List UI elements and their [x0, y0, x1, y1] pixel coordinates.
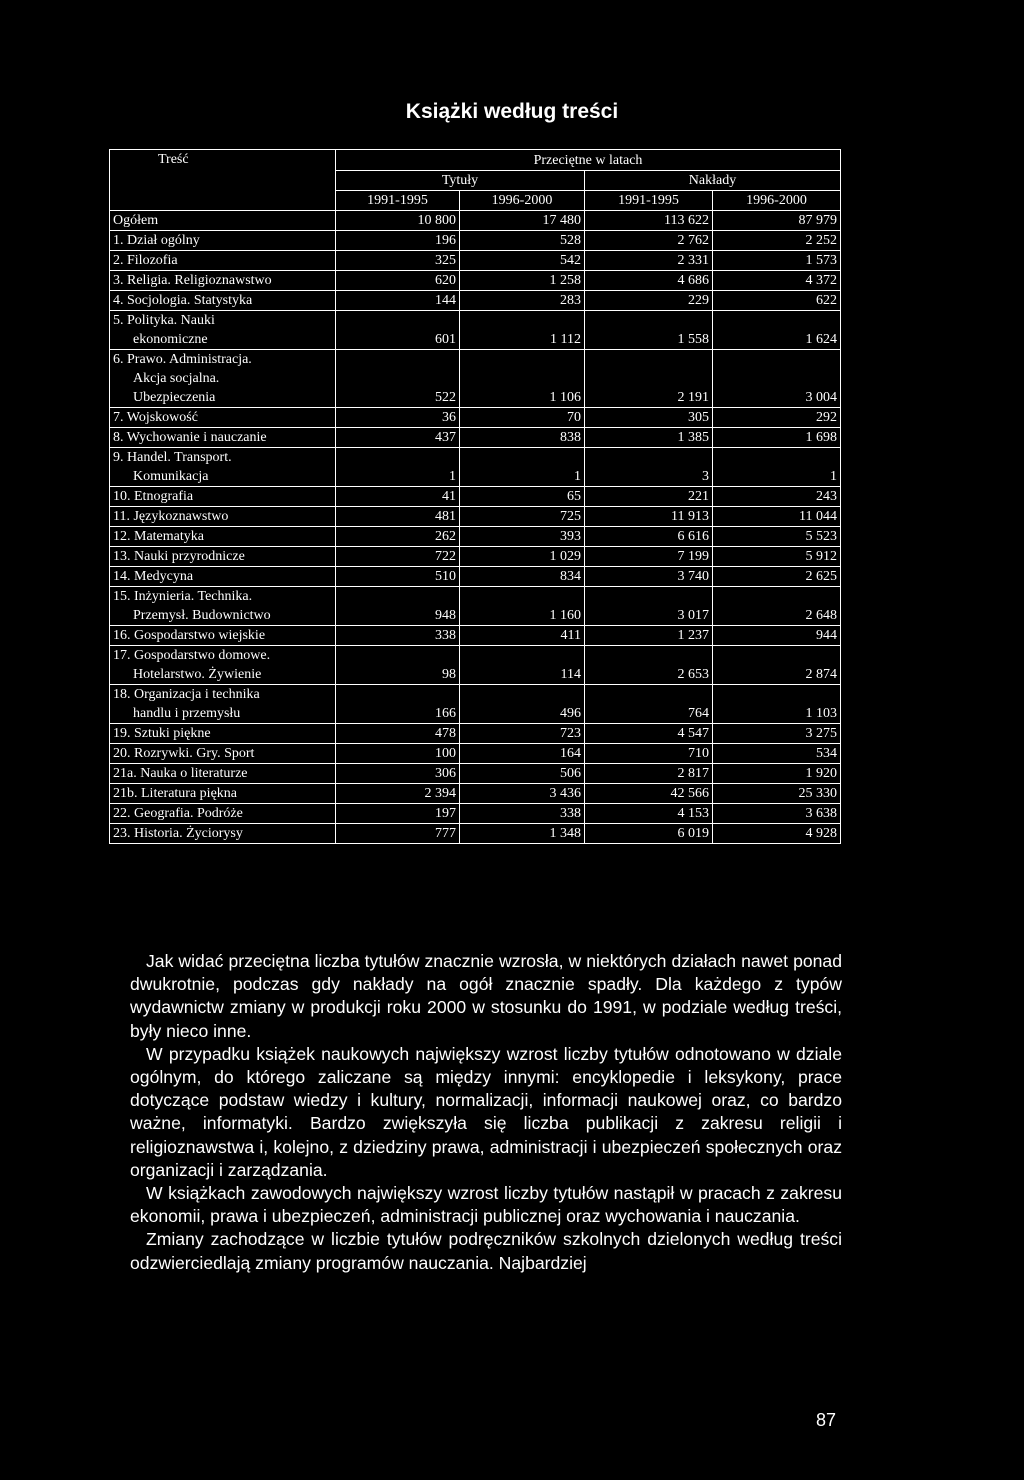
value-cell: 2 762: [585, 231, 713, 251]
value-cell: 11 044: [713, 507, 841, 527]
value-cell: 292: [713, 408, 841, 428]
row-label-line: 19. Sztuki piękne: [113, 726, 211, 741]
page-number: 87: [816, 1410, 837, 1430]
value-cell: 4 547: [585, 724, 713, 744]
value-cell: 2 394: [336, 784, 460, 804]
value-cell: 522: [336, 350, 460, 408]
value-cell: 496: [460, 685, 585, 724]
paragraph: Jak widać przeciętna liczba tytułów znacznie wzrosła, w niektórych działach nawet ponad dwukrotnie, podczas gdy nakłady na ogół znacznie spadły. Dla każdego z typów wydawnictw zmiany w produkcji roku 2000 w stosunku do 1991, w podziale według treści, były nieco inne.: [130, 951, 842, 1041]
value-cell: 481: [336, 507, 460, 527]
value-cell: 36: [336, 408, 460, 428]
value-cell: 100: [336, 744, 460, 764]
value-cell: 4 372: [713, 271, 841, 291]
value-cell: 601: [336, 311, 460, 350]
value-cell: 1 029: [460, 547, 585, 567]
row-label: [110, 487, 336, 507]
value-cell: 113 622: [585, 211, 713, 231]
row-label: [110, 646, 336, 685]
row-label: [110, 587, 336, 626]
value-cell: 41: [336, 487, 460, 507]
row-label-line: 14. Medycyna: [113, 569, 194, 584]
value-cell: 710: [585, 744, 713, 764]
value-cell: 197: [336, 804, 460, 824]
value-cell: 437: [336, 428, 460, 448]
header-tytuly: Tytuły: [336, 171, 585, 191]
value-cell: 534: [713, 744, 841, 764]
row-label: [110, 804, 336, 824]
table-row: [110, 311, 841, 350]
value-cell: 305: [585, 408, 713, 428]
books-by-content-table: [109, 149, 841, 844]
row-label-line: 16. Gospodarstwo wiejskie: [113, 628, 266, 643]
header-przecietne: Przeciętne w latach: [336, 150, 841, 171]
table-row: [110, 428, 841, 448]
table-row: [110, 547, 841, 567]
table-row: [110, 804, 841, 824]
row-label: [110, 231, 336, 251]
row-label-line: 1. Dział ogólny: [113, 233, 200, 248]
value-cell: 10 800: [336, 211, 460, 231]
row-label-line: 6. Prawo. Administracja.: [113, 352, 252, 367]
body-text: [130, 950, 842, 1275]
paragraph: W książkach zawodowych największy wzrost liczby tytułów nastąpił w pracach z zakresu ekonomii, prawa i ubezpieczeń, administracji publicznej oraz wychowania i nauczania.: [130, 1183, 842, 1227]
value-cell: 98: [336, 646, 460, 685]
value-cell: 1 160: [460, 587, 585, 626]
header-period: 1996-2000: [713, 191, 841, 211]
value-cell: 4 928: [713, 824, 841, 844]
row-label-line: Komunikacja: [133, 469, 209, 484]
table-row: [110, 408, 841, 428]
row-label-line: 13. Nauki przyrodnicze: [113, 549, 245, 564]
row-label: [110, 251, 336, 271]
row-label: [110, 428, 336, 448]
row-label: [110, 724, 336, 744]
table-row: [110, 764, 841, 784]
value-cell: 11 913: [585, 507, 713, 527]
table-row: [110, 567, 841, 587]
row-label-line: ekonomiczne: [133, 332, 208, 347]
table-row: [110, 527, 841, 547]
header-tresc: Treść: [110, 150, 336, 211]
table-row: [110, 231, 841, 251]
table-row: [110, 350, 841, 408]
table-row: [110, 271, 841, 291]
row-label: [110, 507, 336, 527]
value-cell: 3 740: [585, 567, 713, 587]
row-label: [110, 350, 336, 408]
row-label-line: 23. Historia. Życiorysy: [113, 826, 243, 841]
row-label: [110, 784, 336, 804]
table-body: [110, 211, 841, 844]
row-label: [110, 527, 336, 547]
value-cell: 17 480: [460, 211, 585, 231]
value-cell: 25 330: [713, 784, 841, 804]
page-title: Książki według treści: [405, 100, 619, 123]
table-row: [110, 626, 841, 646]
value-cell: 4 153: [585, 804, 713, 824]
value-cell: 1: [336, 448, 460, 487]
row-label-line: Hotelarstwo. Żywienie: [133, 667, 262, 682]
value-cell: 87 979: [713, 211, 841, 231]
value-cell: 2 653: [585, 646, 713, 685]
value-cell: 2 874: [713, 646, 841, 685]
value-cell: 221: [585, 487, 713, 507]
row-label: [110, 408, 336, 428]
value-cell: 338: [460, 804, 585, 824]
value-cell: 1 348: [460, 824, 585, 844]
row-label: [110, 311, 336, 350]
value-cell: 3 638: [713, 804, 841, 824]
value-cell: 1: [713, 448, 841, 487]
table-row: [110, 744, 841, 764]
row-label: [110, 448, 336, 487]
header-period: 1991-1995: [585, 191, 713, 211]
value-cell: 725: [460, 507, 585, 527]
value-cell: 114: [460, 646, 585, 685]
table-row: [110, 724, 841, 744]
value-cell: 393: [460, 527, 585, 547]
table-row: [110, 211, 841, 231]
value-cell: 838: [460, 428, 585, 448]
paragraph: Zmiany zachodzące w liczbie tytułów podręczników szkolnych dzielonych według treści odzwierciedlają zmiany programów nauczania. Najbardziej: [130, 1229, 842, 1273]
value-cell: 1 920: [713, 764, 841, 784]
value-cell: 243: [713, 487, 841, 507]
value-cell: 2 817: [585, 764, 713, 784]
value-cell: 325: [336, 251, 460, 271]
value-cell: 164: [460, 744, 585, 764]
value-cell: 2 191: [585, 350, 713, 408]
value-cell: 1 106: [460, 350, 585, 408]
header-period: 1996-2000: [460, 191, 585, 211]
value-cell: 948: [336, 587, 460, 626]
value-cell: 4 686: [585, 271, 713, 291]
value-cell: 6 019: [585, 824, 713, 844]
row-label: [110, 626, 336, 646]
value-cell: 723: [460, 724, 585, 744]
value-cell: 1 698: [713, 428, 841, 448]
table-row: [110, 587, 841, 626]
row-label: [110, 685, 336, 724]
value-cell: 3: [585, 448, 713, 487]
value-cell: 5 523: [713, 527, 841, 547]
row-label: [110, 211, 336, 231]
value-cell: 1 258: [460, 271, 585, 291]
value-cell: 70: [460, 408, 585, 428]
row-label-line: 21a. Nauka o literaturze: [113, 766, 248, 781]
row-label: [110, 764, 336, 784]
value-cell: 834: [460, 567, 585, 587]
value-cell: 2 331: [585, 251, 713, 271]
value-cell: 1 385: [585, 428, 713, 448]
row-label-line: 3. Religia. Religioznawstwo: [113, 273, 272, 288]
row-label-line: 2. Filozofia: [113, 253, 178, 268]
table-row: [110, 507, 841, 527]
paragraph: W przypadku książek naukowych największy wzrost liczby tytułów odnotowano w dziale ogólnym, do którego zaliczane są między innymi: encyklopedie i leksykony, prace dotyczące podstaw wiedzy i kultury, normalizacji, informacji naukowej oraz, co bardzo ważne, informatyki. Bardzo zwiększyła się liczba publikacji z zakresu religii i religioznawstwa i, kolejno, z dziedziny prawa, administracji i ubezpieczeń społecznych oraz organizacji i zarządzania.: [130, 1043, 842, 1180]
row-label-line: Ubezpieczenia: [133, 390, 216, 405]
value-cell: 144: [336, 291, 460, 311]
row-label: [110, 744, 336, 764]
row-label-line: 5. Polityka. Nauki: [113, 313, 215, 328]
value-cell: 528: [460, 231, 585, 251]
value-cell: 2 252: [713, 231, 841, 251]
value-cell: 411: [460, 626, 585, 646]
value-cell: 722: [336, 547, 460, 567]
row-label-line: 11. Językoznawstwo: [113, 509, 229, 524]
value-cell: 7 199: [585, 547, 713, 567]
table-row: [110, 824, 841, 844]
row-label-line: 22. Geografia. Podróże: [113, 806, 243, 821]
value-cell: 620: [336, 271, 460, 291]
table-row: [110, 448, 841, 487]
value-cell: 1 558: [585, 311, 713, 350]
value-cell: 622: [713, 291, 841, 311]
row-label-line: handlu i przemysłu: [133, 706, 241, 721]
row-label-line: 4. Socjologia. Statystyka: [113, 293, 253, 308]
value-cell: 3 017: [585, 587, 713, 626]
value-cell: 777: [336, 824, 460, 844]
value-cell: 3 275: [713, 724, 841, 744]
row-label-line: 18. Organizacja i technika: [113, 687, 260, 702]
value-cell: 166: [336, 685, 460, 724]
value-cell: 944: [713, 626, 841, 646]
value-cell: 478: [336, 724, 460, 744]
value-cell: 2 648: [713, 587, 841, 626]
table-row: [110, 685, 841, 724]
value-cell: 506: [460, 764, 585, 784]
value-cell: 2 625: [713, 567, 841, 587]
row-label-line: 15. Inżynieria. Technika.: [113, 589, 253, 604]
value-cell: 1 573: [713, 251, 841, 271]
row-label-line: 20. Rozrywki. Gry. Sport: [113, 746, 255, 761]
row-label-line: 10. Etnografia: [113, 489, 194, 504]
value-cell: 338: [336, 626, 460, 646]
row-label-line: Ogółem: [113, 213, 159, 228]
value-cell: 510: [336, 567, 460, 587]
row-label: [110, 271, 336, 291]
row-label: [110, 567, 336, 587]
value-cell: 1: [460, 448, 585, 487]
row-label-line: 8. Wychowanie i nauczanie: [113, 430, 267, 445]
row-label-line: 9. Handel. Transport.: [113, 450, 232, 465]
row-label-line: 17. Gospodarstwo domowe.: [113, 648, 271, 663]
header-period: 1991-1995: [336, 191, 460, 211]
value-cell: 196: [336, 231, 460, 251]
value-cell: 229: [585, 291, 713, 311]
value-cell: 306: [336, 764, 460, 784]
table-row: [110, 784, 841, 804]
row-label: [110, 547, 336, 567]
table-row: [110, 646, 841, 685]
value-cell: 1 103: [713, 685, 841, 724]
value-cell: 6 616: [585, 527, 713, 547]
value-cell: 42 566: [585, 784, 713, 804]
row-label-line: Akcja socjalna.: [133, 371, 220, 386]
value-cell: 262: [336, 527, 460, 547]
value-cell: 1 624: [713, 311, 841, 350]
value-cell: 542: [460, 251, 585, 271]
value-cell: 1 237: [585, 626, 713, 646]
row-label: [110, 824, 336, 844]
row-label-line: 12. Matematyka: [113, 529, 204, 544]
value-cell: 283: [460, 291, 585, 311]
row-label-line: Przemysł. Budownictwo: [133, 608, 271, 623]
value-cell: 3 436: [460, 784, 585, 804]
row-label-line: 21b. Literatura piękna: [113, 786, 238, 801]
table-row: [110, 487, 841, 507]
row-label: [110, 291, 336, 311]
table-row: [110, 251, 841, 271]
value-cell: 1 112: [460, 311, 585, 350]
value-cell: 5 912: [713, 547, 841, 567]
table-row: [110, 291, 841, 311]
value-cell: 65: [460, 487, 585, 507]
value-cell: 764: [585, 685, 713, 724]
row-label-line: 7. Wojskowość: [113, 410, 198, 425]
value-cell: 3 004: [713, 350, 841, 408]
header-naklady: Nakłady: [585, 171, 841, 191]
